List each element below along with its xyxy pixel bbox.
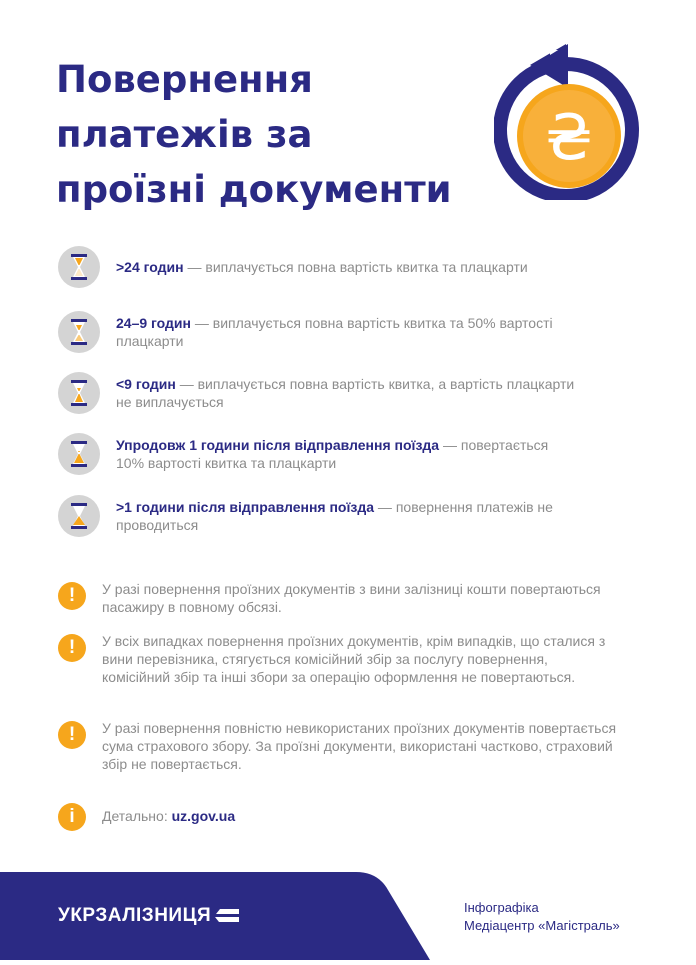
rule-text: 24–9 годин — виплачується повна вартість квитка та 50% вартості плацкарти — [116, 315, 553, 349]
credit-line-2: Медіацентр «Магістраль» — [464, 918, 620, 933]
title-line-2: платежів за — [56, 113, 313, 156]
note-item — [58, 719, 618, 773]
coin-symbol: ₴ — [545, 101, 593, 174]
warning-icon: ! — [58, 721, 86, 749]
hryvnia-coin-return-icon — [494, 40, 639, 200]
note-text: У всіх випадках повернення проїзних документів, крім випадків, що сталися з вини перевізника, стягується комісійний збір за послугу повернення, комісійний збір та інші збори за операцію оформлення не повертаються. — [102, 633, 606, 685]
hourglass-icon — [58, 372, 100, 414]
rule-item — [58, 433, 578, 475]
warning-icon: ! — [58, 582, 86, 610]
infographic-credit — [464, 899, 620, 935]
ukrzaliznytsia-logo — [58, 905, 240, 927]
credit-line-1: Інфографіка — [464, 900, 539, 915]
hourglass-icon — [58, 311, 100, 353]
rule-text: >1 години після відправлення поїзда — повернення платежів не проводиться — [116, 499, 553, 533]
info-row — [58, 801, 618, 831]
rule-item — [58, 246, 578, 288]
logo-text: УКРЗАЛІЗНИЦЯ — [58, 905, 212, 926]
info-icon: i — [58, 803, 86, 831]
info-text: Детально: uz.gov.ua — [102, 808, 236, 824]
hourglass-icon — [58, 246, 100, 288]
title-line-3: проїзні документи — [56, 168, 452, 211]
rule-item — [58, 372, 578, 414]
website-link[interactable]: uz.gov.ua — [171, 808, 236, 824]
rule-text: <9 годин — виплачується повна вартість квитка, а вартість плацкарти не виплачується — [116, 376, 575, 410]
hourglass-icon — [58, 495, 100, 537]
rule-item — [58, 495, 578, 537]
rule-text: Упродовж 1 години після відправлення поїзда — повертається 10% вартості квитка та плацкарти — [116, 437, 549, 471]
hourglass-icon — [58, 433, 100, 475]
note-item — [58, 580, 618, 616]
note-text: У разі повернення повністю невикористаних проїзних документів повертається сума страхового збору. За проїзні документи, використані частково, страховий збір не повертається. — [102, 720, 617, 772]
rule-text: >24 годин — виплачується повна вартість квитка та плацкарти — [116, 259, 528, 275]
rule-item — [58, 311, 578, 353]
page-title — [56, 52, 476, 217]
note-item — [58, 632, 618, 686]
title-line-1: Повернення — [56, 58, 313, 101]
note-text: У разі повернення проїзних документів з вини залізниці кошти повертаються пасажиру в повному обсязі. — [102, 581, 601, 615]
warning-icon: ! — [58, 634, 86, 662]
logo-stripes-icon — [214, 908, 240, 924]
